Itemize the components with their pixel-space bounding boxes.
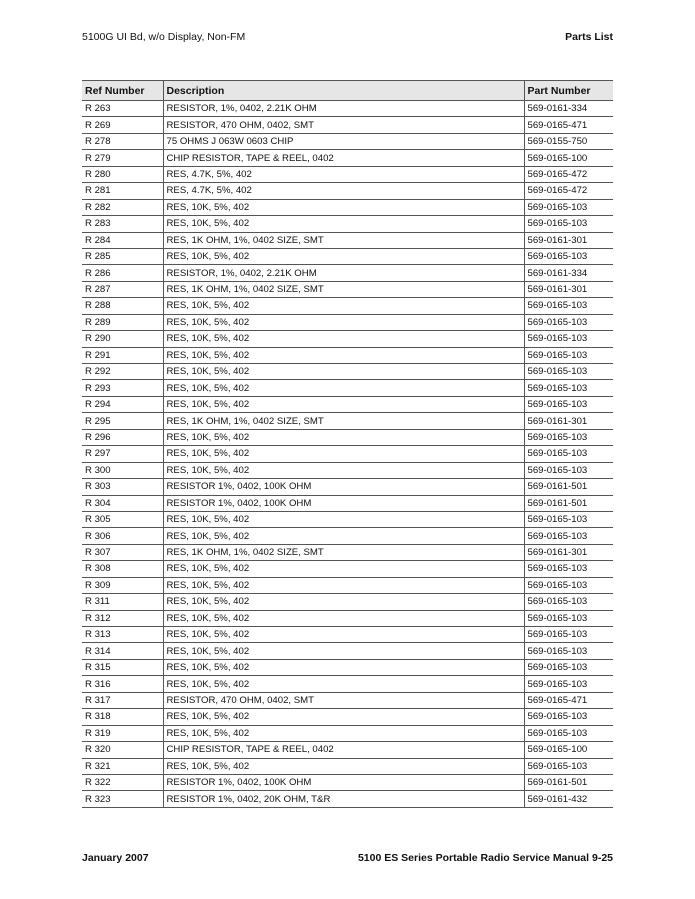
ref-number-cell: R 309	[82, 577, 163, 593]
description-cell: RES, 4.7K, 5%, 402	[163, 183, 524, 199]
ref-number-cell: R 297	[82, 446, 163, 462]
table-row	[82, 331, 613, 347]
part-number-cell: 569-0165-103	[524, 248, 613, 264]
description-cell: RES, 1K OHM, 1%, 0402 SIZE, SMT	[163, 232, 524, 248]
part-number-cell: 569-0161-301	[524, 281, 613, 297]
part-number-cell: 569-0165-472	[524, 183, 613, 199]
description-cell: RESISTOR 1%, 0402, 20K OHM, T&R	[163, 791, 524, 807]
description-cell: RES, 10K, 5%, 402	[163, 347, 524, 363]
ref-number-cell: R 307	[82, 544, 163, 560]
part-number-cell: 569-0165-103	[524, 594, 613, 610]
table-row	[82, 281, 613, 297]
part-number-cell: 569-0161-334	[524, 265, 613, 281]
ref-number-cell: R 314	[82, 643, 163, 659]
description-cell: RESISTOR 1%, 0402, 100K OHM	[163, 774, 524, 790]
table-row	[82, 561, 613, 577]
ref-number-cell: R 293	[82, 380, 163, 396]
description-cell: RESISTOR, 470 OHM, 0402, SMT	[163, 117, 524, 133]
part-number-cell: 569-0165-103	[524, 561, 613, 577]
part-number-cell: 569-0165-103	[524, 610, 613, 626]
description-cell: RES, 10K, 5%, 402	[163, 396, 524, 412]
part-number-cell: 569-0161-334	[524, 101, 613, 117]
description-cell: RES, 10K, 5%, 402	[163, 709, 524, 725]
description-cell: RES, 10K, 5%, 402	[163, 298, 524, 314]
running-header-section: Parts List	[565, 31, 613, 43]
ref-number-cell: R 283	[82, 216, 163, 232]
ref-number-cell: R 313	[82, 627, 163, 643]
ref-number-cell: R 319	[82, 725, 163, 741]
description-cell: RES, 10K, 5%, 402	[163, 331, 524, 347]
table-row	[82, 725, 613, 741]
description-cell: RES, 10K, 5%, 402	[163, 314, 524, 330]
running-header-title: 5100G UI Bd, w/o Display, Non-FM	[82, 31, 246, 43]
ref-number-cell: R 322	[82, 774, 163, 790]
ref-number-cell: R 315	[82, 659, 163, 675]
description-cell: RES, 10K, 5%, 402	[163, 725, 524, 741]
part-number-cell: 569-0165-103	[524, 659, 613, 675]
table-row	[82, 133, 613, 149]
description-cell: RES, 10K, 5%, 402	[163, 248, 524, 264]
part-number-cell: 569-0165-103	[524, 429, 613, 445]
ref-number-cell: R 282	[82, 199, 163, 215]
part-number-cell: 569-0161-432	[524, 791, 613, 807]
table-row	[82, 659, 613, 675]
ref-number-cell: R 295	[82, 413, 163, 429]
part-number-cell: 569-0165-103	[524, 528, 613, 544]
part-number-cell: 569-0165-103	[524, 511, 613, 527]
ref-number-cell: R 320	[82, 742, 163, 758]
table-row	[82, 101, 613, 117]
description-cell: RES, 10K, 5%, 402	[163, 216, 524, 232]
part-number-cell: 569-0165-103	[524, 725, 613, 741]
description-cell: RES, 1K OHM, 1%, 0402 SIZE, SMT	[163, 281, 524, 297]
table-row	[82, 232, 613, 248]
part-number-cell: 569-0165-103	[524, 758, 613, 774]
table-row	[82, 347, 613, 363]
part-number-cell: 569-0155-750	[524, 133, 613, 149]
part-number-cell: 569-0165-103	[524, 396, 613, 412]
description-cell: RES, 10K, 5%, 402	[163, 511, 524, 527]
ref-number-cell: R 318	[82, 709, 163, 725]
ref-number-cell: R 280	[82, 166, 163, 182]
part-number-cell: 569-0161-301	[524, 413, 613, 429]
description-cell: RESISTOR, 470 OHM, 0402, SMT	[163, 692, 524, 708]
part-number-cell: 569-0161-301	[524, 232, 613, 248]
part-number-cell: 569-0161-301	[524, 544, 613, 560]
table-row	[82, 528, 613, 544]
ref-number-cell: R 312	[82, 610, 163, 626]
table-row	[82, 166, 613, 182]
part-number-cell: 569-0165-471	[524, 117, 613, 133]
part-number-cell: 569-0165-103	[524, 364, 613, 380]
table-row	[82, 150, 613, 166]
table-row	[82, 462, 613, 478]
part-number-cell: 569-0165-471	[524, 692, 613, 708]
part-number-cell: 569-0165-103	[524, 216, 613, 232]
ref-number-cell: R 285	[82, 248, 163, 264]
table-row	[82, 709, 613, 725]
part-number-cell: 569-0165-100	[524, 742, 613, 758]
part-number-cell: 569-0165-103	[524, 347, 613, 363]
ref-number-cell: R 286	[82, 265, 163, 281]
ref-number-cell: R 287	[82, 281, 163, 297]
table-row	[82, 413, 613, 429]
ref-number-cell: R 279	[82, 150, 163, 166]
part-number-cell: 569-0161-501	[524, 774, 613, 790]
description-cell: RES, 10K, 5%, 402	[163, 446, 524, 462]
part-number-cell: 569-0165-103	[524, 462, 613, 478]
description-cell: RES, 10K, 5%, 402	[163, 643, 524, 659]
ref-number-cell: R 308	[82, 561, 163, 577]
ref-number-cell: R 292	[82, 364, 163, 380]
part-number-cell: 569-0165-103	[524, 709, 613, 725]
ref-number-cell: R 284	[82, 232, 163, 248]
table-row	[82, 117, 613, 133]
part-number-cell: 569-0165-103	[524, 627, 613, 643]
column-header-part-number: Part Number	[524, 81, 613, 101]
table-row	[82, 216, 613, 232]
column-header-ref-number: Ref Number	[82, 81, 163, 101]
ref-number-cell: R 303	[82, 479, 163, 495]
part-number-cell: 569-0165-472	[524, 166, 613, 182]
description-cell: RES, 10K, 5%, 402	[163, 429, 524, 445]
ref-number-cell: R 288	[82, 298, 163, 314]
description-cell: RES, 10K, 5%, 402	[163, 462, 524, 478]
table-row	[82, 364, 613, 380]
description-cell: 75 OHMS J 063W 0603 CHIP	[163, 133, 524, 149]
ref-number-cell: R 290	[82, 331, 163, 347]
part-number-cell: 569-0165-103	[524, 577, 613, 593]
description-cell: RES, 10K, 5%, 402	[163, 758, 524, 774]
ref-number-cell: R 304	[82, 495, 163, 511]
part-number-cell: 569-0161-501	[524, 479, 613, 495]
description-cell: RESISTOR 1%, 0402, 100K OHM	[163, 479, 524, 495]
part-number-cell: 569-0165-103	[524, 643, 613, 659]
table-row	[82, 446, 613, 462]
table-row	[82, 183, 613, 199]
ref-number-cell: R 321	[82, 758, 163, 774]
table-row	[82, 610, 613, 626]
part-number-cell: 569-0165-103	[524, 298, 613, 314]
description-cell: RES, 10K, 5%, 402	[163, 659, 524, 675]
description-cell: RES, 10K, 5%, 402	[163, 561, 524, 577]
description-cell: RESISTOR, 1%, 0402, 2.21K OHM	[163, 265, 524, 281]
description-cell: RES, 10K, 5%, 402	[163, 676, 524, 692]
table-row	[82, 676, 613, 692]
part-number-cell: 569-0165-103	[524, 446, 613, 462]
footer-manual-page: 5100 ES Series Portable Radio Service Manual 9-25	[357, 852, 613, 864]
ref-number-cell: R 316	[82, 676, 163, 692]
ref-number-cell: R 305	[82, 511, 163, 527]
description-cell: RES, 10K, 5%, 402	[163, 528, 524, 544]
parts-table-body	[82, 101, 613, 808]
table-row	[82, 774, 613, 790]
table-row	[82, 627, 613, 643]
ref-number-cell: R 296	[82, 429, 163, 445]
ref-number-cell: R 311	[82, 594, 163, 610]
description-cell: RES, 10K, 5%, 402	[163, 380, 524, 396]
description-cell: RES, 1K OHM, 1%, 0402 SIZE, SMT	[163, 413, 524, 429]
description-cell: RESISTOR, 1%, 0402, 2.21K OHM	[163, 101, 524, 117]
table-row	[82, 511, 613, 527]
ref-number-cell: R 306	[82, 528, 163, 544]
part-number-cell: 569-0165-103	[524, 331, 613, 347]
table-row	[82, 692, 613, 708]
parts-table-header	[82, 81, 613, 101]
table-row	[82, 791, 613, 807]
description-cell: RES, 4.7K, 5%, 402	[163, 166, 524, 182]
table-row	[82, 429, 613, 445]
table-row	[82, 544, 613, 560]
table-row	[82, 495, 613, 511]
description-cell: RES, 10K, 5%, 402	[163, 627, 524, 643]
table-row	[82, 643, 613, 659]
part-number-cell: 569-0165-103	[524, 380, 613, 396]
table-row	[82, 248, 613, 264]
part-number-cell: 569-0165-100	[524, 150, 613, 166]
part-number-cell: 569-0165-103	[524, 314, 613, 330]
ref-number-cell: R 294	[82, 396, 163, 412]
ref-number-cell: R 291	[82, 347, 163, 363]
table-row	[82, 742, 613, 758]
table-row	[82, 298, 613, 314]
description-cell: RES, 10K, 5%, 402	[163, 610, 524, 626]
description-cell: CHIP RESISTOR, TAPE & REEL, 0402	[163, 742, 524, 758]
part-number-cell: 569-0165-103	[524, 199, 613, 215]
description-cell: RES, 10K, 5%, 402	[163, 199, 524, 215]
footer-date: January 2007	[82, 852, 149, 864]
description-cell: RES, 10K, 5%, 402	[163, 364, 524, 380]
table-row	[82, 396, 613, 412]
table-row	[82, 380, 613, 396]
column-header-description: Description	[163, 81, 524, 101]
description-cell: RESISTOR 1%, 0402, 100K OHM	[163, 495, 524, 511]
table-row	[82, 265, 613, 281]
ref-number-cell: R 269	[82, 117, 163, 133]
part-number-cell: 569-0161-501	[524, 495, 613, 511]
table-row	[82, 577, 613, 593]
table-row	[82, 314, 613, 330]
table-row	[82, 199, 613, 215]
ref-number-cell: R 289	[82, 314, 163, 330]
description-cell: RES, 10K, 5%, 402	[163, 577, 524, 593]
table-row	[82, 594, 613, 610]
parts-table	[82, 80, 613, 808]
ref-number-cell: R 281	[82, 183, 163, 199]
description-cell: CHIP RESISTOR, TAPE & REEL, 0402	[163, 150, 524, 166]
ref-number-cell: R 317	[82, 692, 163, 708]
ref-number-cell: R 263	[82, 101, 163, 117]
description-cell: RES, 1K OHM, 1%, 0402 SIZE, SMT	[163, 544, 524, 560]
ref-number-cell: R 300	[82, 462, 163, 478]
part-number-cell: 569-0165-103	[524, 676, 613, 692]
table-row	[82, 479, 613, 495]
ref-number-cell: R 323	[82, 791, 163, 807]
table-row	[82, 758, 613, 774]
description-cell: RES, 10K, 5%, 402	[163, 594, 524, 610]
ref-number-cell: R 278	[82, 133, 163, 149]
